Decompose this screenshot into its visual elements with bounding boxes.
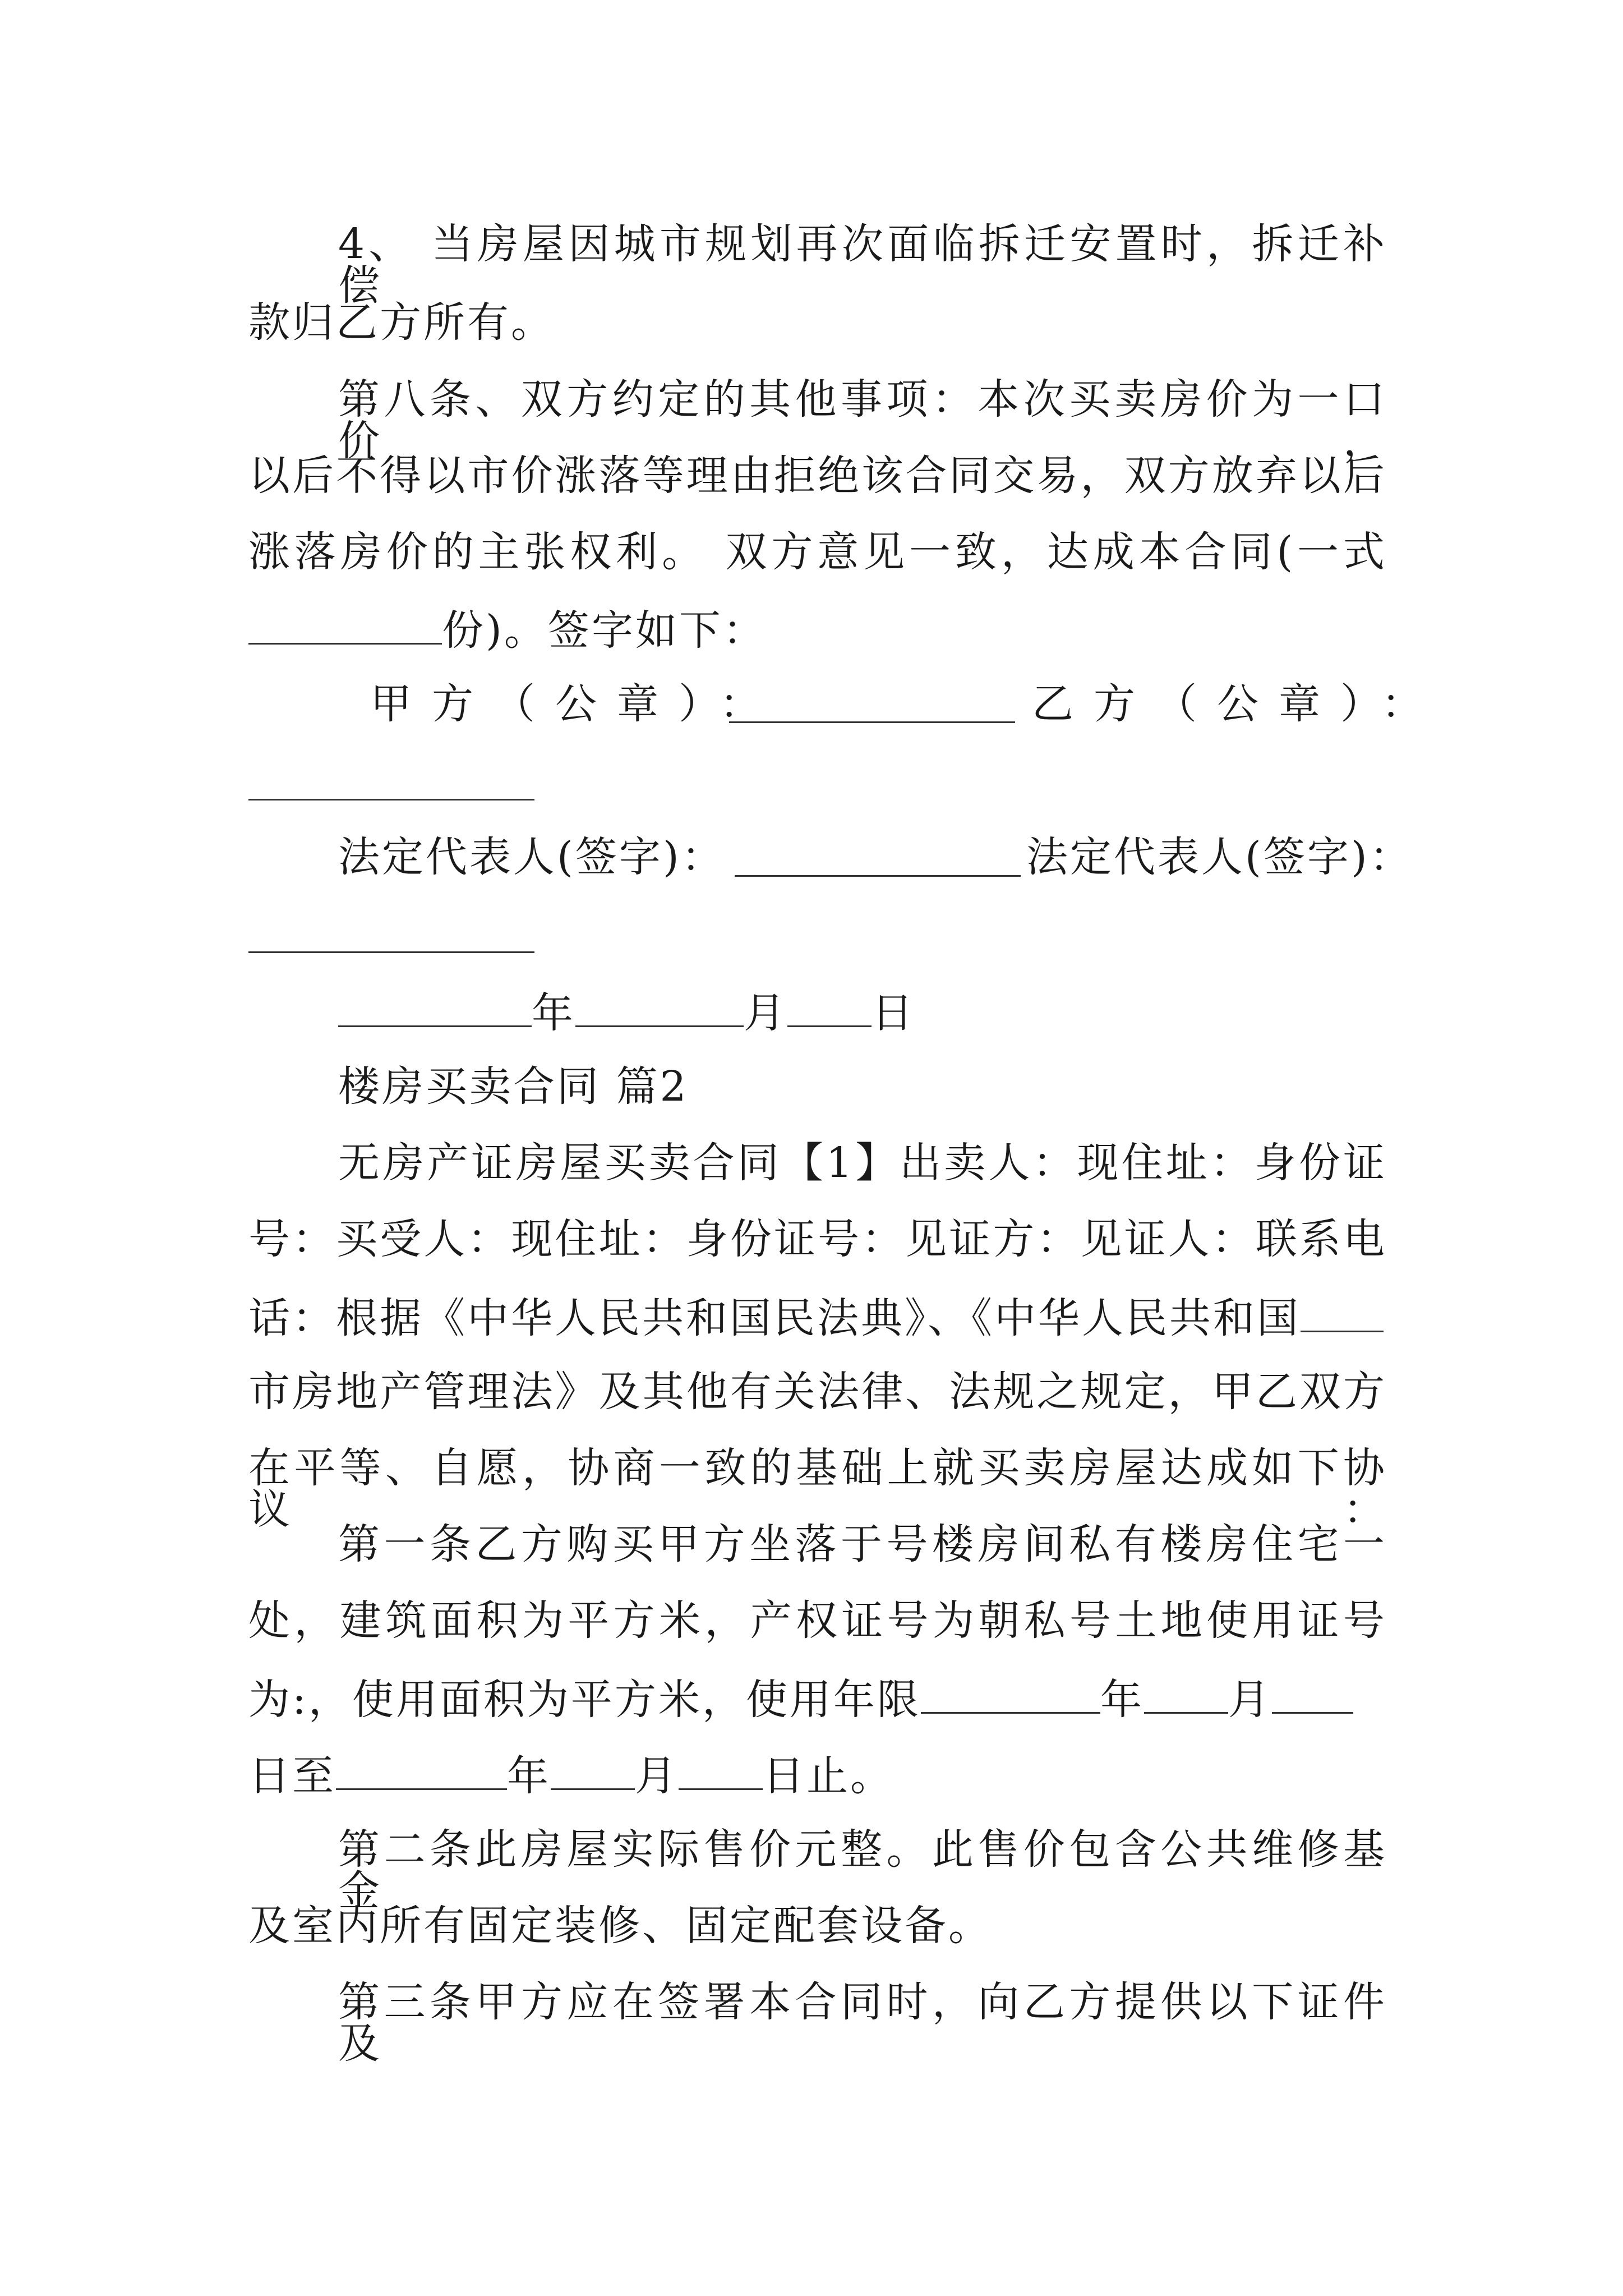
section-2-intro-line-2: 号：买受人：现住址：身份证号：见证方：见证人：联系电 bbox=[248, 1215, 1387, 1263]
article-8-line-4-text: 份)。签字如下： bbox=[442, 606, 767, 655]
article-2-line-2: 及室内所有固定装修、固定配套设备。 bbox=[248, 1902, 992, 1950]
article-1-line-1: 第一条乙方购买甲方坐落于号楼房间私有楼房住宅一 bbox=[338, 1520, 1387, 1568]
article-8-line-2: 以后不得以市价涨落等理由拒绝该合同交易，双方放弃以后 bbox=[248, 452, 1387, 500]
section-2-intro-line-3-text: 话：根据《中华人民共和国民法典》、《中华人民共和国 bbox=[248, 1294, 1301, 1342]
article-1-line-2: 处，建筑面积为平方米，产权证号为朝私号土地使用证号 bbox=[248, 1596, 1387, 1645]
rep-b-blank bbox=[248, 951, 534, 953]
usage-end-year-label: 年 bbox=[507, 1752, 551, 1800]
clause-7-item-4-line-2: 款归乙方所有。 bbox=[248, 298, 555, 347]
signing-year-blank bbox=[338, 990, 532, 1027]
signing-month-label: 月 bbox=[744, 989, 787, 1037]
section-2-heading: 楼房买卖合同 篇2 bbox=[338, 1062, 689, 1111]
section-2-intro-line-1: 无房产证房屋买卖合同【1】出卖人：现住址：身份证 bbox=[338, 1139, 1387, 1187]
copies-count-blank bbox=[248, 607, 442, 645]
usage-end-month-label: 月 bbox=[635, 1752, 679, 1800]
article-1-line-4 bbox=[248, 1752, 1387, 1800]
usage-end-day-label: 日止。 bbox=[763, 1752, 894, 1800]
section-2-intro-line-5: 在平等、自愿，协商一致的基础上就买卖房屋达成如下协议： bbox=[248, 1444, 1387, 1534]
city-name-blank bbox=[1301, 1295, 1384, 1332]
party-a-seal-label: 甲方（公章）： bbox=[370, 680, 781, 728]
section-2-intro-line-3 bbox=[248, 1294, 1387, 1342]
signing-day-blank bbox=[787, 990, 872, 1027]
rep-b-label: 法定代表人(签字)： bbox=[1026, 833, 1413, 881]
usage-start-day-blank bbox=[1272, 1676, 1353, 1714]
article-8-line-4 bbox=[248, 606, 1387, 655]
party-a-seal-blank bbox=[729, 721, 1015, 723]
usage-end-year-blank bbox=[336, 1752, 507, 1790]
article-8-line-1: 第八条、双方约定的其他事项：本次买卖房价为一口价， bbox=[338, 375, 1387, 465]
usage-start-day-label: 日至 bbox=[248, 1752, 336, 1800]
article-2-line-1: 第二条此房屋实际售价元整。此售价包含公共维修基金 bbox=[338, 1825, 1387, 1915]
signing-date-line bbox=[338, 989, 915, 1037]
usage-start-year-blank bbox=[921, 1676, 1100, 1714]
usage-start-year-label: 年 bbox=[1100, 1676, 1144, 1724]
usage-end-day-blank bbox=[679, 1752, 763, 1790]
article-3-line-1: 第三条甲方应在签署本合同时，向乙方提供以下证件及 bbox=[338, 1978, 1387, 2068]
article-8-line-3: 涨落房价的主张权利。 双方意见一致，达成本合同(一式 bbox=[248, 528, 1387, 576]
rep-a-blank bbox=[735, 875, 1021, 877]
party-b-seal-blank bbox=[248, 799, 534, 800]
signing-year-label: 年 bbox=[532, 989, 575, 1037]
party-b-seal-label: 乙方（公章）： bbox=[1032, 680, 1443, 728]
usage-start-month-blank bbox=[1144, 1676, 1228, 1714]
usage-start-month-label: 月 bbox=[1228, 1676, 1272, 1724]
article-1-line-3 bbox=[248, 1676, 1387, 1724]
signing-month-blank bbox=[575, 990, 744, 1027]
article-1-line-3-text: 为:，使用面积为平方米，使用年限 bbox=[248, 1676, 921, 1724]
usage-end-month-blank bbox=[551, 1752, 635, 1790]
clause-7-item-4-line-1: 4、 当房屋因城市规划再次面临拆迁安置时，拆迁补偿 bbox=[338, 220, 1387, 310]
rep-a-label: 法定代表人(签字)： bbox=[338, 833, 725, 881]
section-2-intro-line-4: 市房地产管理法》及其他有关法律、法规之规定，甲乙双方 bbox=[248, 1368, 1387, 1416]
signing-day-label: 日 bbox=[872, 989, 915, 1037]
